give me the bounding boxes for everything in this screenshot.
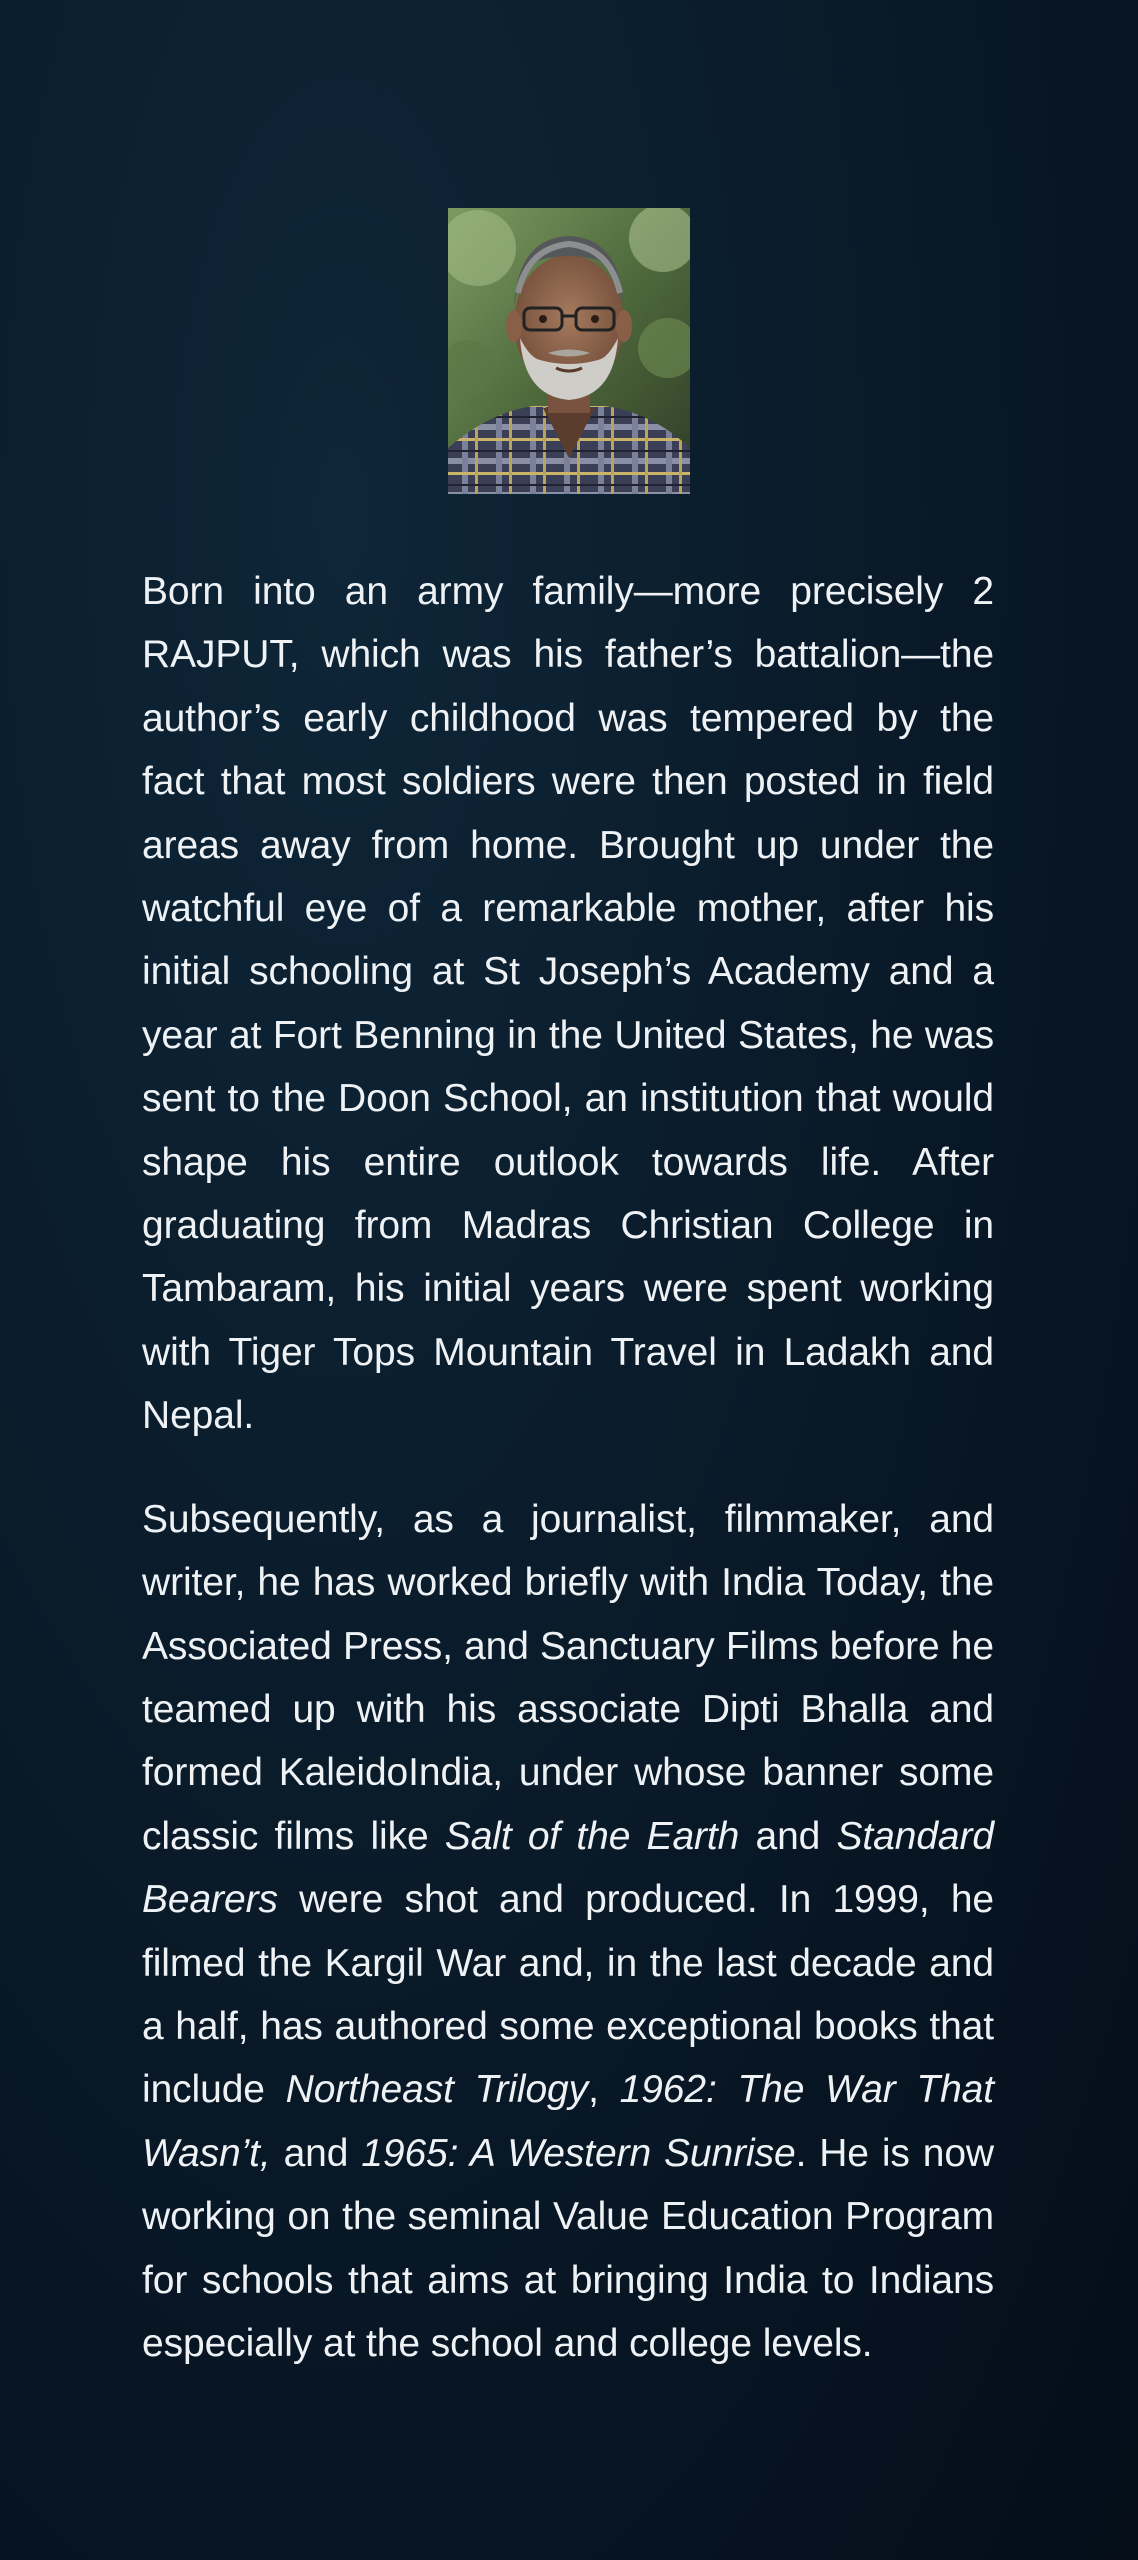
author-portrait: [448, 208, 690, 494]
bio-paragraph-1: Born into an army family—more precisely 2 RAJPUT, which was his father’s battalion—the author’s early childhood was tempered by the fact that most soldiers were then posted in field areas away from home. Brought up under the watchful eye of a remarkable mother, after his initial schooling at St Joseph’s Academy and a year at Fort Benning in the United States, he was sent to the Doon School, an institution that would shape his entire outlook towards life. After graduating from Madras Christian College in Tambaram, his initial years were spent working with Tiger Tops Mountain Travel in Ladakh and Nepal.: [142, 570, 994, 1438]
book-title: Northeast Trilogy: [285, 2068, 589, 2112]
bio-text: ,: [588, 2068, 620, 2112]
bio-text: and: [739, 1814, 837, 1858]
bio-text: and: [270, 2131, 362, 2175]
bio-paragraph-2: [142, 1488, 994, 2376]
book-title: Salt of the Earth: [444, 1814, 740, 1858]
bio-text: Subsequently, as a journalist, filmmaker, and writer, he has worked briefly with India Today, the Associated Press, and Sanctuary Films before he teamed up with his associate Dipti Bhalla and formed KaleidoIndia, under whose banner some classic films like: [142, 1497, 994, 1858]
author-bio: [142, 560, 994, 2415]
bio-text: . He is now working on the seminal Value Education Program for schools that aims at bringing India to Indians especially at the school and college levels.: [142, 2131, 994, 2365]
author-photo-image: [448, 208, 690, 494]
bio-text: were shot and produced. In 1999, he filmed the Kargil War and, in the last decade and a half, has authored some exceptional books that include: [142, 1878, 994, 2112]
book-title: Standard Bearers: [142, 1814, 995, 1922]
book-title: 1965: A Western Sunrise: [361, 2131, 796, 2175]
book-title: 1962: The War That Wasn’t,: [142, 2068, 995, 2175]
